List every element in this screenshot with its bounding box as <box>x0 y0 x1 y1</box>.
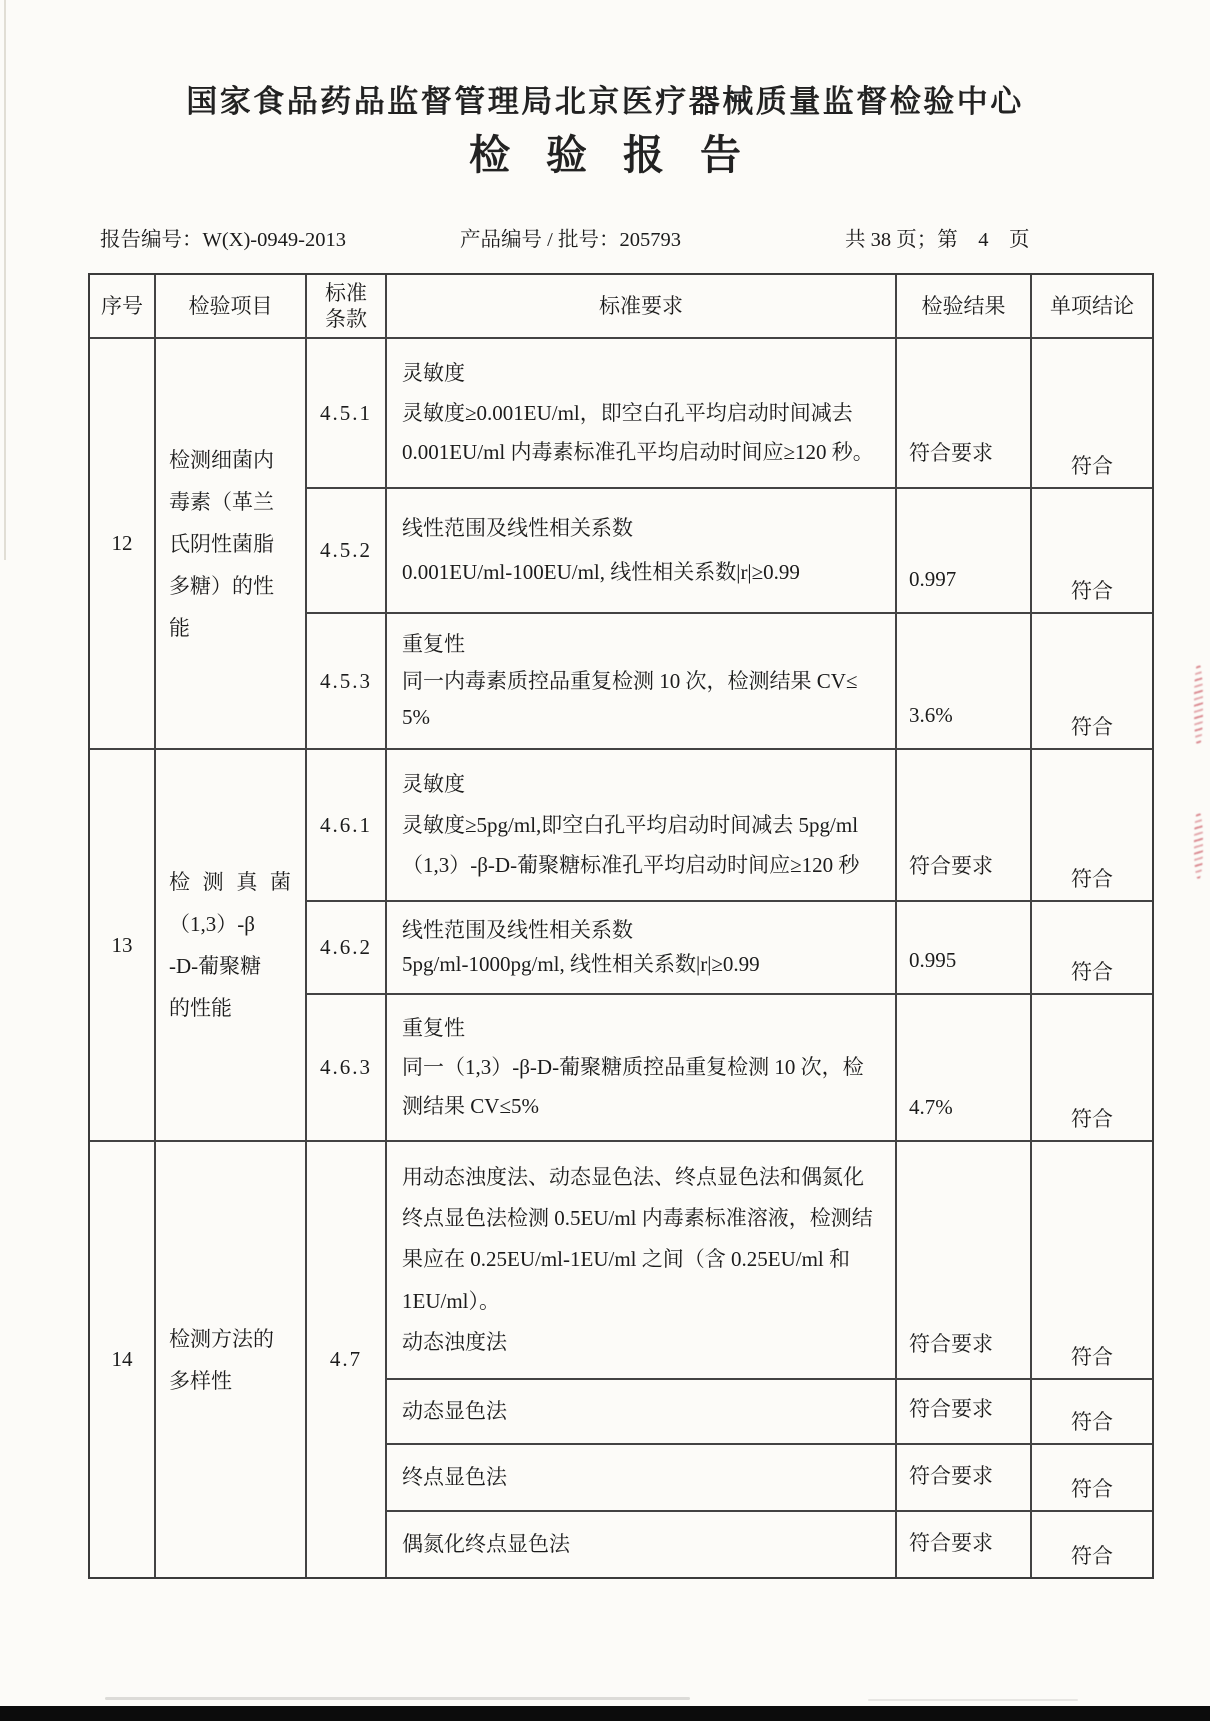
conclusion-diazo-endpoint <box>1032 1512 1152 1577</box>
conclusion-value: 符合 <box>1071 1544 1113 1568</box>
requirement-line: 0.001EU/ml 内毒素标准孔平均启动时间应≥120 秒。 <box>402 440 874 465</box>
item-line: 检测细菌内 <box>169 447 274 472</box>
requirement-line: 偶氮化终点显色法 <box>402 1532 570 1556</box>
requirement-line: 终点显色法检测 0.5EU/ml 内毒素标准溶液，检测结 <box>402 1206 873 1231</box>
result-value: 3.6% <box>909 703 953 727</box>
item-line: -D-葡聚糖 <box>169 954 262 978</box>
requirement-4-6-1 <box>387 750 897 902</box>
requirement-line: 灵敏度≥0.001EU/ml，即空白孔平均启动时间减去 <box>402 400 853 425</box>
item-line: 的性能 <box>169 996 232 1020</box>
requirement-line: 果应在 0.25EU/ml-1EU/ml 之间（含 0.25EU/ml 和 <box>402 1247 850 1272</box>
conclusion-value: 符合 <box>1071 1410 1113 1434</box>
requirement-4-5-2 <box>387 489 897 614</box>
requirement-line: 5pg/ml-1000pg/ml, 线性相关系数|r|≥0.99 <box>402 952 760 976</box>
item-name-14 <box>156 1142 307 1577</box>
scan-streak <box>868 1699 1078 1701</box>
clause-4-7: 4.7 <box>307 1142 387 1577</box>
result-4-5-1 <box>897 339 1032 489</box>
conclusion-4-6-1 <box>1032 750 1152 902</box>
scan-edge-line <box>4 0 6 560</box>
requirement-line: 5% <box>402 704 430 729</box>
result-value: 4.7% <box>909 1095 953 1119</box>
requirement-chromogenic-endpoint <box>387 1445 897 1512</box>
conclusion-value: 符合 <box>1071 1477 1113 1501</box>
item-line: （1,3）-β <box>169 912 255 936</box>
item-name-13 <box>156 750 307 1142</box>
requirement-line: 动态显色法 <box>402 1399 507 1423</box>
report-info-row <box>88 222 1150 254</box>
report-number <box>100 222 346 252</box>
conclusion-chromogenic-endpoint <box>1032 1445 1152 1512</box>
requirement-line: 同一内毒素质控品重复检测 10 次，检测结果 CV≤ <box>402 668 858 693</box>
clause-4-6-1: 4.6.1 <box>307 750 387 902</box>
column-header-clause-line2: 条款 <box>325 307 367 331</box>
conclusion-4-5-3 <box>1032 614 1152 750</box>
requirement-4-7-methods <box>387 1142 897 1380</box>
conclusion-value: 符合 <box>1071 1107 1113 1131</box>
requirement-diazo-endpoint <box>387 1512 897 1577</box>
row-no-14: 14 <box>90 1142 156 1577</box>
result-chromogenic-kinetic <box>897 1380 1032 1445</box>
requirement-line: 线性范围及线性相关系数 <box>402 918 633 942</box>
product-number <box>460 222 681 252</box>
conclusion-value: 符合 <box>1071 715 1113 739</box>
conclusion-value: 符合 <box>1071 1345 1113 1369</box>
requirement-4-6-3 <box>387 995 897 1142</box>
column-header-item: 检验项目 <box>156 275 307 339</box>
requirement-line: 终点显色法 <box>402 1465 507 1489</box>
product-number-label: 产品编号 / 批号： <box>460 229 620 251</box>
requirement-line: 动态浊度法 <box>402 1329 507 1354</box>
clause-4-5-2: 4.5.2 <box>307 489 387 614</box>
column-header-clause <box>307 275 387 339</box>
item-line: 检测方法的 <box>169 1326 274 1351</box>
column-header-result: 检验结果 <box>897 275 1032 339</box>
pagination: 共 38 页；第 4 页 <box>845 229 1030 251</box>
result-4-5-2 <box>897 489 1032 614</box>
conclusion-value: 符合 <box>1071 867 1113 891</box>
item-line: 能 <box>169 615 190 640</box>
requirement-4-5-3 <box>387 614 897 750</box>
result-4-5-3 <box>897 614 1032 750</box>
result-diazo-endpoint <box>897 1512 1032 1577</box>
clause-4-6-2: 4.6.2 <box>307 902 387 995</box>
inspection-results-table <box>88 273 1154 1579</box>
product-number-value: 205793 <box>619 229 681 251</box>
column-header-requirement: 标准要求 <box>387 275 897 339</box>
item-line: 多样性 <box>169 1368 232 1393</box>
scan-streak <box>105 1697 690 1700</box>
column-header-no: 序号 <box>90 275 156 339</box>
conclusion-4-6-2 <box>1032 902 1152 995</box>
requirement-line: （1,3）-β-D-葡聚糖标准孔平均启动时间应≥120 秒 <box>402 852 860 877</box>
requirement-line: 1EU/ml）。 <box>402 1288 500 1313</box>
requirement-line: 灵敏度 <box>402 360 465 385</box>
conclusion-4-5-1 <box>1032 339 1152 489</box>
conclusion-value: 符合 <box>1071 960 1113 984</box>
requirement-4-5-1 <box>387 339 897 489</box>
column-header-clause-line1: 标准 <box>325 281 367 305</box>
conclusion-chromogenic-kinetic <box>1032 1380 1152 1445</box>
column-header-conclusion: 单项结论 <box>1032 275 1152 339</box>
item-line: 氏阴性菌脂 <box>169 531 274 556</box>
requirement-chromogenic-kinetic <box>387 1380 897 1445</box>
organization-title: 国家食品药品监督管理局北京医疗器械质量监督检验中心 <box>186 84 1024 119</box>
requirement-line: 同一（1,3）-β-D-葡聚糖质控品重复检测 10 次，检 <box>402 1055 864 1079</box>
result-4-6-1 <box>897 750 1032 902</box>
clause-4-6-3: 4.6.3 <box>307 995 387 1142</box>
requirement-line: 重复性 <box>402 1016 465 1040</box>
result-4-6-2 <box>897 902 1032 995</box>
clause-4-5-1: 4.5.1 <box>307 339 387 489</box>
item-line: 毒素（革兰 <box>169 489 274 514</box>
requirement-line: 重复性 <box>402 632 465 657</box>
result-value: 符合要求 <box>909 1531 993 1555</box>
row-no-13: 13 <box>90 750 156 1142</box>
requirement-line: 测结果 CV≤5% <box>402 1094 539 1118</box>
result-value: 0.995 <box>909 948 957 972</box>
result-turbidimetric <box>897 1142 1032 1380</box>
red-ink-marks <box>1194 811 1203 879</box>
scan-bottom-bar <box>0 1706 1210 1721</box>
requirement-4-6-2 <box>387 902 897 995</box>
requirement-line: 0.001EU/ml-100EU/ml, 线性相关系数|r|≥0.99 <box>402 560 800 585</box>
report-number-label: 报告编号： <box>100 229 203 251</box>
clause-4-5-3: 4.5.3 <box>307 614 387 750</box>
item-line: 多糖）的性 <box>169 573 274 598</box>
result-value: 符合要求 <box>909 1332 993 1356</box>
result-4-6-3 <box>897 995 1032 1142</box>
conclusion-value: 符合 <box>1071 454 1113 478</box>
requirement-line: 线性范围及线性相关系数 <box>402 515 633 540</box>
result-value: 0.997 <box>909 567 957 591</box>
item-name-12 <box>156 339 307 750</box>
result-value: 符合要求 <box>909 1464 993 1488</box>
requirement-line: 灵敏度≥5pg/ml,即空白孔平均启动时间减去 5pg/ml <box>402 812 859 837</box>
row-no-12: 12 <box>90 339 156 750</box>
document-title-wrap <box>0 122 1210 181</box>
result-value: 符合要求 <box>909 441 993 465</box>
conclusion-value: 符合 <box>1071 579 1113 603</box>
document-title: 检验报告 <box>469 132 777 178</box>
conclusion-4-5-2 <box>1032 489 1152 614</box>
conclusion-4-6-3 <box>1032 995 1152 1142</box>
requirement-line: 用动态浊度法、动态显色法、终点显色法和偶氮化 <box>402 1165 864 1190</box>
result-value: 符合要求 <box>909 1397 993 1421</box>
conclusion-turbidimetric <box>1032 1142 1152 1380</box>
result-value: 符合要求 <box>909 854 993 878</box>
red-ink-marks <box>1194 663 1203 747</box>
requirement-line: 灵敏度 <box>402 772 465 797</box>
result-chromogenic-endpoint <box>897 1445 1032 1512</box>
report-number-value: W(X)-0949-2013 <box>202 229 346 251</box>
item-line: 检测真菌 <box>169 870 291 894</box>
